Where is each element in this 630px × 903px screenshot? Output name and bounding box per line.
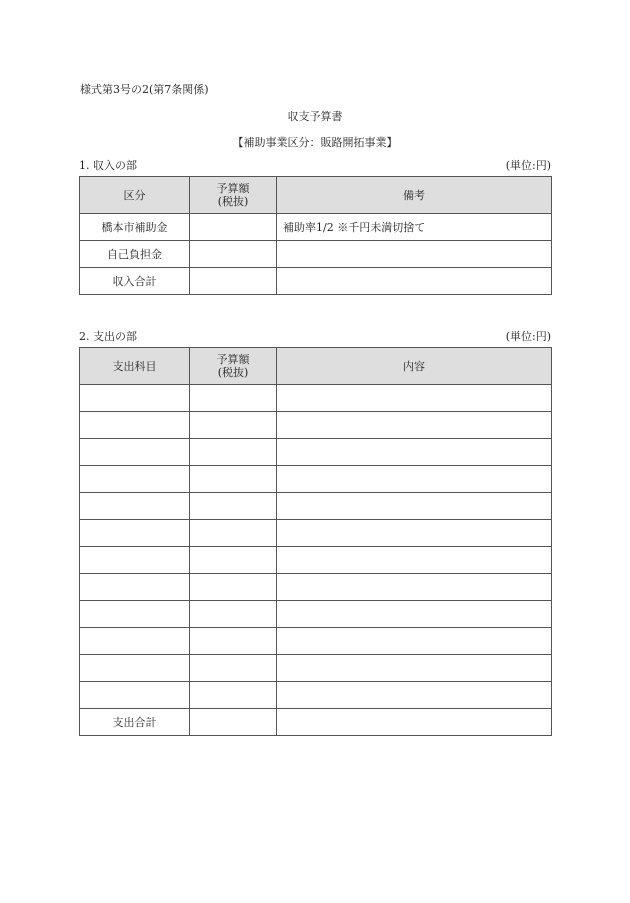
expense-amount-cell[interactable]: [190, 466, 277, 493]
table-row: [80, 682, 552, 709]
expense-content-cell[interactable]: [277, 655, 552, 682]
table-row: [80, 547, 552, 574]
income-amount-cell[interactable]: [190, 241, 277, 268]
expense-item-cell[interactable]: [80, 547, 190, 574]
income-category-cell: 自己負担金: [80, 241, 190, 268]
income-note-cell[interactable]: [277, 268, 552, 295]
expense-amount-cell[interactable]: [190, 493, 277, 520]
income-amount-cell[interactable]: [190, 268, 277, 295]
expense-content-cell[interactable]: [277, 628, 552, 655]
income-header-category: 区分: [80, 177, 190, 214]
table-row: [80, 520, 552, 547]
expense-amount-cell[interactable]: [190, 439, 277, 466]
expense-header-item: 支出科目: [80, 348, 190, 385]
income-header-amount-label: 予算額: [216, 182, 250, 195]
expense-amount-cell[interactable]: [190, 520, 277, 547]
income-header-amount: [190, 177, 277, 214]
table-row: [80, 466, 552, 493]
expense-item-cell[interactable]: [80, 493, 190, 520]
expense-content-cell[interactable]: [277, 574, 552, 601]
document-subtitle: 【補助事業区分：販路開拓事業】: [232, 136, 398, 149]
income-note-cell[interactable]: [277, 241, 552, 268]
table-row: [80, 628, 552, 655]
expense-table: [79, 347, 552, 736]
expense-heading: 2. 支出の部: [79, 330, 137, 343]
expense-unit: (単位:円): [505, 330, 551, 343]
expense-content-cell[interactable]: [277, 547, 552, 574]
expense-amount-cell[interactable]: [190, 682, 277, 709]
income-header-row: [80, 177, 552, 214]
expense-amount-cell[interactable]: [190, 628, 277, 655]
expense-content-cell[interactable]: [277, 493, 552, 520]
expense-item-cell[interactable]: [80, 520, 190, 547]
expense-amount-cell[interactable]: [190, 601, 277, 628]
expense-item-cell[interactable]: [80, 601, 190, 628]
expense-content-cell[interactable]: [277, 520, 552, 547]
income-category-cell: 橋本市補助金: [80, 214, 190, 241]
form-number: 様式第3号の2(第7条関係): [80, 83, 209, 96]
expense-item-cell[interactable]: [80, 574, 190, 601]
table-row: [80, 601, 552, 628]
table-row: [80, 493, 552, 520]
expense-amount-cell[interactable]: [190, 574, 277, 601]
income-heading: 1. 収入の部: [79, 159, 137, 172]
table-row: [80, 412, 552, 439]
expense-item-cell[interactable]: [80, 385, 190, 412]
income-header-note: 備考: [277, 177, 552, 214]
expense-section-header: [79, 328, 551, 344]
table-row: [80, 655, 552, 682]
table-row: [80, 439, 552, 466]
table-row: [80, 241, 552, 268]
expense-item-cell[interactable]: [80, 682, 190, 709]
expense-content-cell[interactable]: [277, 709, 552, 736]
table-row: [80, 214, 552, 241]
expense-content-cell[interactable]: [277, 385, 552, 412]
expense-amount-cell[interactable]: [190, 655, 277, 682]
expense-header-amount-tax: (税抜): [217, 366, 249, 379]
income-section-header: [79, 157, 551, 173]
expense-header-row: [80, 348, 552, 385]
expense-header-amount: [190, 348, 277, 385]
expense-content-cell[interactable]: [277, 439, 552, 466]
income-amount-cell[interactable]: [190, 214, 277, 241]
document-title: 収支予算書: [287, 110, 343, 123]
expense-item-cell[interactable]: [80, 466, 190, 493]
table-row: [80, 709, 552, 736]
expense-item-cell[interactable]: 支出合計: [80, 709, 190, 736]
table-row: [80, 574, 552, 601]
expense-amount-cell[interactable]: [190, 709, 277, 736]
income-note-cell[interactable]: 補助率1/2 ※千円未満切捨て: [277, 214, 552, 241]
income-category-cell: 収入合計: [80, 268, 190, 295]
table-row: [80, 385, 552, 412]
expense-item-cell[interactable]: [80, 628, 190, 655]
expense-content-cell[interactable]: [277, 466, 552, 493]
income-unit: (単位:円): [505, 159, 551, 172]
expense-amount-cell[interactable]: [190, 412, 277, 439]
table-row: [80, 268, 552, 295]
expense-header-content: 内容: [277, 348, 552, 385]
expense-item-cell[interactable]: [80, 412, 190, 439]
expense-item-cell[interactable]: [80, 655, 190, 682]
expense-content-cell[interactable]: [277, 601, 552, 628]
expense-item-cell[interactable]: [80, 439, 190, 466]
expense-amount-cell[interactable]: [190, 385, 277, 412]
income-header-amount-tax: (税抜): [217, 195, 249, 208]
expense-table-body: [80, 385, 552, 736]
expense-content-cell[interactable]: [277, 412, 552, 439]
income-table: [79, 176, 552, 295]
expense-amount-cell[interactable]: [190, 547, 277, 574]
expense-header-amount-label: 予算額: [216, 353, 250, 366]
expense-content-cell[interactable]: [277, 682, 552, 709]
